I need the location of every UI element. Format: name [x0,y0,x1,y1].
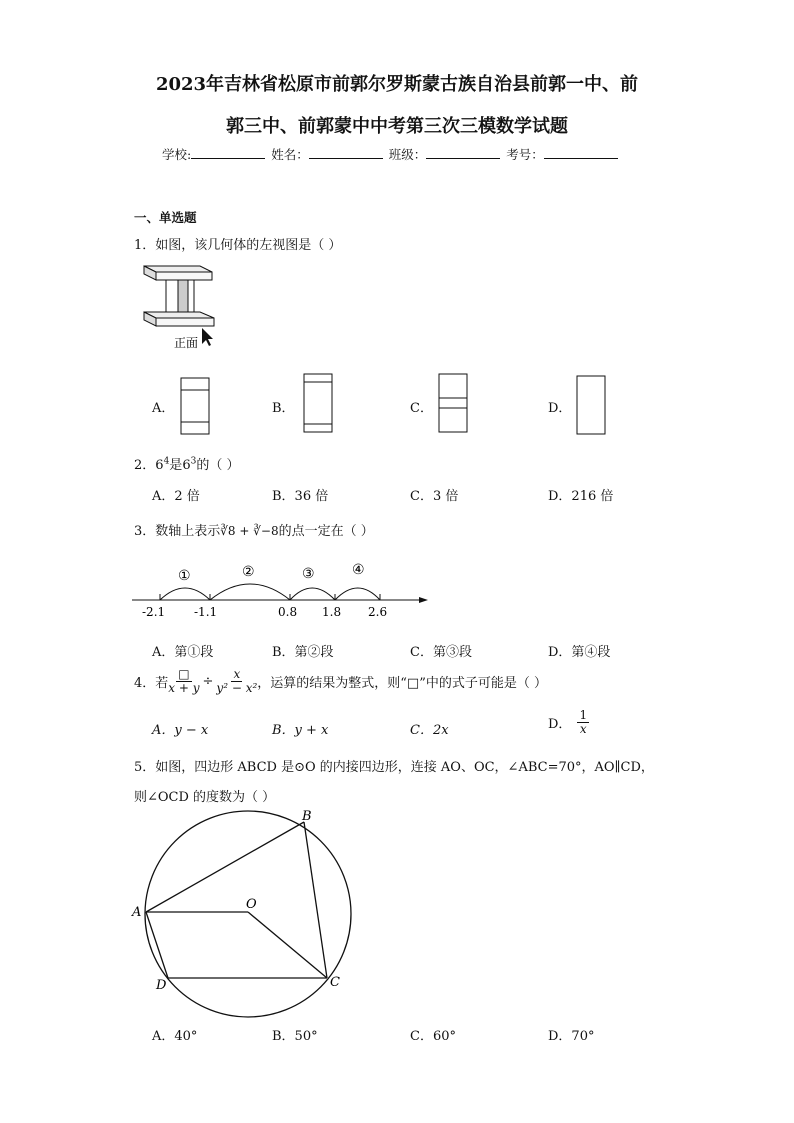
q1-option-b-figure [303,372,335,434]
q2-option-a[interactable]: A．2 倍 [152,489,200,504]
q4-stem [134,668,547,695]
q2-suffix: 的（ ） [196,458,240,473]
q1-solid-figure [138,258,228,350]
segment-3-label: ③ [302,566,315,582]
q3-option-b[interactable]: B．第②段 [272,645,334,660]
school-label: 学校: [162,147,192,162]
point-o-label: O [246,897,257,912]
q3-option-d[interactable]: D．第④段 [548,645,611,660]
q2-base-2: 6 [182,458,191,473]
q1-option-c-figure [438,372,470,434]
q2-option-b[interactable]: B．36 倍 [272,489,329,504]
q5-option-d[interactable]: D．70° [548,1029,595,1044]
q4-prefix: 4．若 [134,676,169,691]
q4-option-c[interactable]: C．2x [410,723,449,738]
segment-2-label: ② [242,564,255,580]
q2-number: 2． [134,458,156,473]
q1-option-a-figure [180,376,212,436]
tick-label-4: 1.8 [322,605,342,619]
q4-fraction-2-numerator: x [233,667,241,681]
q4-option-d-label: D． [548,717,572,732]
segment-1-label: ① [178,568,191,584]
front-label: 正面 [174,336,199,350]
q1-option-a-label[interactable]: A． [152,401,175,416]
class-label: 班级： [388,147,427,162]
q4-operator: ÷ [202,674,214,689]
exam-number-label: 考号： [506,147,544,162]
q2-exponent-1: 4 [163,456,170,467]
q2-option-d[interactable]: D．216 倍 [548,489,614,504]
q4-fraction-2-denominator: y² − x² [216,681,258,695]
point-a-label: A [132,905,142,920]
tick-label-3: 0.8 [278,605,298,619]
q5-stem-line1: 5．如图，四边形 ABCD 是⊙O 的内接四边形，连接 AO、OC，∠ABC=70°，AO∥CD， [134,760,654,775]
q1-option-d-figure [576,374,608,436]
q3-option-a[interactable]: A．第①段 [152,645,214,660]
point-d-label: D [156,978,167,993]
q2-mid-text: 是 [169,458,183,473]
q3-option-c[interactable]: C．第③段 [410,645,472,660]
point-c-label: C [330,975,340,990]
q2-exponent-2: 3 [190,456,197,467]
q4-fraction-1-denominator: x + y [168,681,200,695]
q4-fraction-1 [168,668,199,695]
tick-label-1: -2.1 [142,605,166,619]
pointer-arrow-icon [202,328,213,346]
q5-circle-figure [128,806,368,1018]
q3-number-line [130,558,430,622]
q5-option-c[interactable]: C．60° [410,1029,456,1044]
name-blank[interactable] [309,146,383,159]
axis-arrow-icon [419,597,428,603]
tick-label-2: -1.1 [194,605,218,619]
name-label: 姓名： [271,147,309,162]
q4-option-a[interactable]: A．y − x [152,723,209,738]
q3-stem [134,520,374,539]
q4-fraction-2 [216,668,257,695]
segment-4-label: ④ [352,562,365,578]
exam-title-line2: 郭三中、前郭蒙中中考第三次三模数学试题 [226,116,568,137]
class-blank[interactable] [426,146,500,159]
q3-suffix: 的点一定在（ ） [278,524,374,539]
circle-o [145,811,351,1017]
q1-stem: 1．如图，该几何体的左视图是（ ） [134,238,342,253]
q1-option-b-label[interactable]: B． [272,401,295,416]
q4-fraction-1-numerator: □ [178,667,190,681]
school-blank[interactable] [191,146,265,159]
q4-option-b[interactable]: B．y + x [272,723,329,738]
exam-number-blank[interactable] [544,146,618,159]
tick-label-5: 2.6 [368,605,388,619]
q3-prefix: 3．数轴上表示 [134,524,221,539]
student-info-line [162,145,620,163]
q4-option-d-fraction [577,709,589,736]
q4-option-d-numerator: 1 [579,708,588,722]
q2-stem [134,454,239,473]
section-heading: 一、单选题 [134,210,197,225]
q4-option-d-denominator: x [579,722,587,736]
point-b-label: B [302,809,312,824]
q3-expression: ∛8 + ∛−8 [220,524,279,538]
q2-option-c[interactable]: C．3 倍 [410,489,459,504]
q5-stem-line2: 则∠OCD 的度数为（ ） [134,790,276,805]
exam-title-line1: 2023年吉林省松原市前郭尔罗斯蒙古族自治县前郭一中、前 [155,74,639,95]
q5-option-b[interactable]: B．50° [272,1029,318,1044]
q4-option-d[interactable] [548,709,589,736]
q1-option-d-label[interactable]: D． [548,401,572,416]
q1-option-c-label[interactable]: C． [410,401,433,416]
q5-option-a[interactable]: A．40° [152,1029,198,1044]
q4-suffix: ，运算的结果为整式，则“□”中的式子可能是（ ） [257,676,547,691]
q2-base-1: 6 [155,458,164,473]
